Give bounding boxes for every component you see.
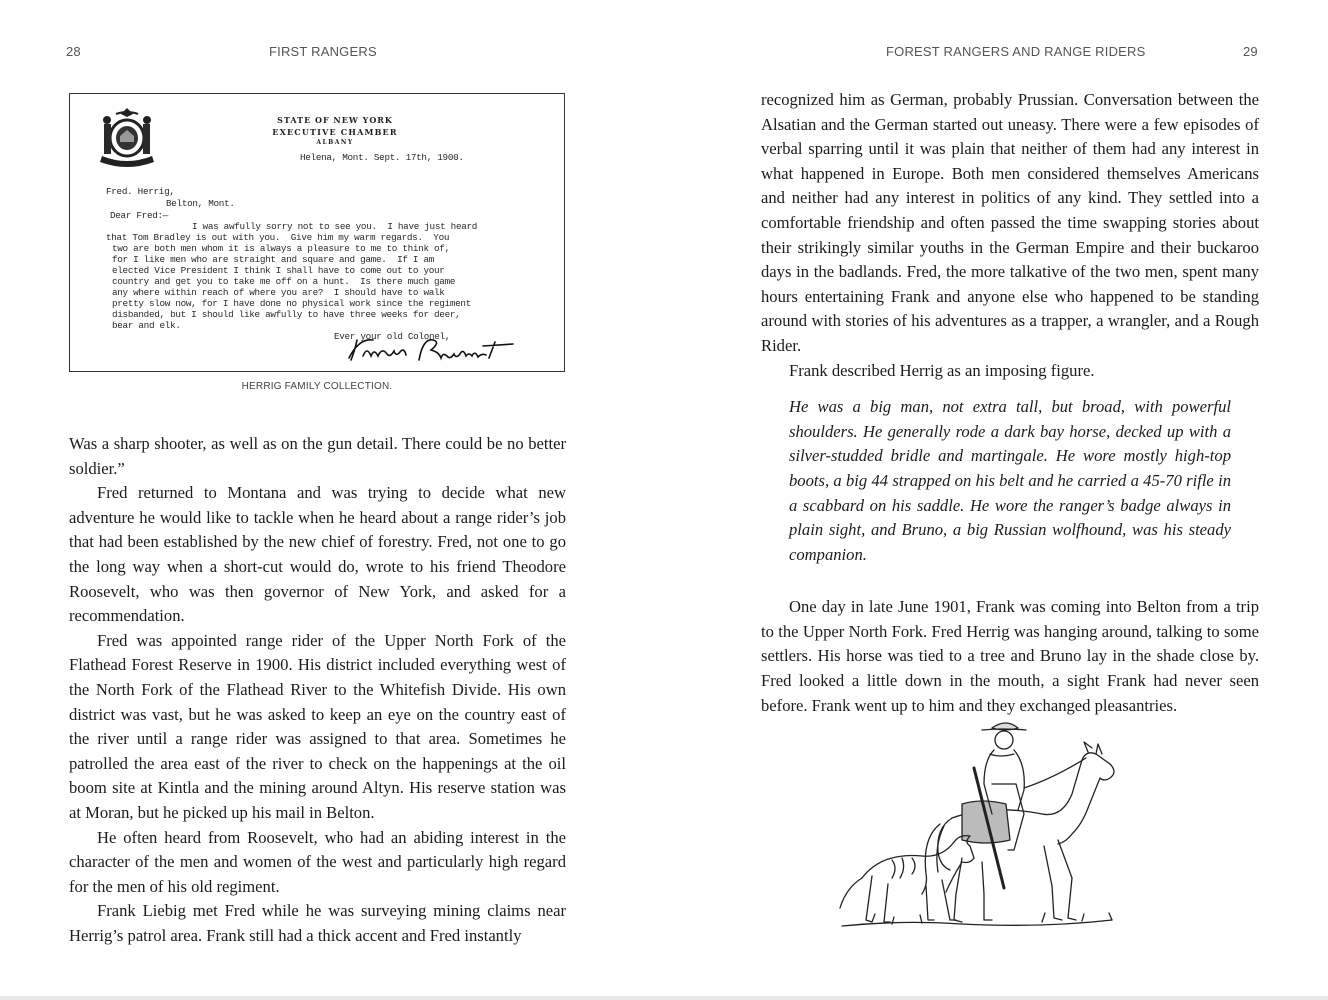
left-page-number: 28 bbox=[66, 44, 81, 59]
paragraph: Frank Liebig met Fred while he was surveying mining claims near Herrig’s patrol area. Frank still had a thick accent and Fred instantly bbox=[69, 901, 566, 945]
handwritten-signature bbox=[345, 334, 520, 364]
paragraph: Frank described Herrig as an imposing figure. bbox=[789, 360, 1095, 380]
letterhead-state: STATE OF NEW YORK bbox=[277, 115, 393, 125]
paragraph: One day in late June 1901, Frank was coming into Belton from a trip to the Upper North Fork. Fred Herrig was hanging around, talking to some settlers. His horse was tied to a tree and Bruno lay in the shade close by. Fred looked a little down in the mouth, a sight Frank had never seen before. Frank went up to him and they exchanged pleasantries. bbox=[761, 597, 1259, 715]
letter-line: elected Vice President I think I shall have to come out to your bbox=[112, 265, 445, 276]
letterhead bbox=[260, 114, 410, 147]
paragraph: recognized him as German, probably Prussian. Conversation between the Alsatian and the German started out uneasy. There were a few episodes of verbal sparring until it was plain that neither of them had any interest in what happened in Europe. Both men considered themselves Americans and neither had any interest in politics of any kind. They settled into a comfortable friendship and often passed the time swapping stories about their strikingly similar youths in the German Empire and their buckaroo days in the badlands. Fred, the more talkative of the two men, spent many hours entertaining Frank and anyone else who happened to be standing around with stories of his adventures as a trapper, a wrangler, and a Rough Rider. bbox=[761, 90, 1259, 355]
right-page-number: 29 bbox=[1243, 44, 1258, 59]
letter-line: pretty slow now, for I have done no physical work since the regiment bbox=[112, 298, 471, 309]
letter-address-1: Fred. Herrig, bbox=[106, 186, 175, 197]
paragraph: He often heard from Roosevelt, who had an abiding interest in the character of the men and women of the west and particularly high regard for the men of his old regiment. bbox=[69, 827, 566, 896]
right-text-column bbox=[761, 88, 1259, 718]
left-page bbox=[0, 0, 664, 996]
letter-line: two are both men whom it is always a pleasure to me to think of, bbox=[112, 243, 450, 254]
state-seal-icon bbox=[98, 106, 156, 168]
letter-line: for I like men who are straight and square and game. If I am bbox=[112, 254, 435, 265]
paragraph: Fred returned to Montana and was trying to decide what new adventure he would like to tackle when he heard about a range rider’s job that had been established by the new chief of forestry. Fred, not one to go the long way when a short-cut would do, wrote to his friend Theodore Roosevelt, who was then governor of New York, and asked for a recommendation. bbox=[69, 483, 566, 626]
letterhead-chamber: EXECUTIVE CHAMBER bbox=[272, 127, 398, 137]
letter-salutation: Dear Fred:— bbox=[110, 210, 169, 221]
letter-date: Helena, Mont. Sept. 17th, 1900. bbox=[300, 152, 464, 163]
letter-closing: Ever your old Colonel, bbox=[334, 331, 451, 342]
roosevelt-letter-facsimile bbox=[69, 93, 565, 372]
letter-address-2: Belton, Mont. bbox=[166, 198, 235, 209]
letter-caption: HERRIG FAMILY COLLECTION. bbox=[241, 381, 393, 392]
letter-line: country and get you to take me off on a hunt. Is there much game bbox=[112, 276, 456, 287]
letter-line: bear and elk. bbox=[112, 320, 181, 331]
letter-line: any where within reach of where you are? I should have to walk bbox=[112, 287, 445, 298]
block-quote: He was a big man, not extra tall, but broad, with powerful shoulders. He generally rode a dark bay horse, decked up with a silver-studded bridle and martingale. He wore mostly high-top boots, a big 44 strapped on his belt and he carried a 45-70 rifle in a scabbard on his saddle. He wore the ranger’s badge always in plain sight, and Bruno, a big Russian wolfhound, was his steady companion. bbox=[789, 397, 1231, 564]
letter-line: that Tom Bradley is out with you. Give him my warm regards. You bbox=[106, 232, 450, 243]
paragraph: Was a sharp shooter, as well as on the gun detail. There could be no better soldier.” bbox=[69, 434, 566, 478]
left-running-head: FIRST RANGERS bbox=[269, 44, 377, 59]
left-text-column bbox=[69, 432, 566, 948]
letter-line: disbanded, but I should like awfully to have three weeks for deer, bbox=[112, 309, 461, 320]
paragraph: Fred was appointed range rider of the Upper North Fork of the Flathead Forest Reserve in 1900. His district included everything west of the North Fork of the Flathead River to the Whitefish Divide. His own district was vast, but he was asked to keep an eye on the country east of the river until a range rider was assigned to that area. Sometimes he patrolled the area east of the river to check on the happenings at the oil boom site at Kintla and the mining around Altyn. His reserve station was at Moran, but he picked up his mail in Belton. bbox=[69, 630, 566, 822]
letter-line: I was awfully sorry not to see you. I have just heard bbox=[192, 221, 478, 232]
right-running-head: FOREST RANGERS AND RANGE RIDERS bbox=[886, 44, 1146, 59]
letterhead-city: ALBANY bbox=[316, 139, 354, 146]
right-page bbox=[664, 0, 1328, 996]
ranger-on-horse-illustration bbox=[832, 708, 1152, 938]
